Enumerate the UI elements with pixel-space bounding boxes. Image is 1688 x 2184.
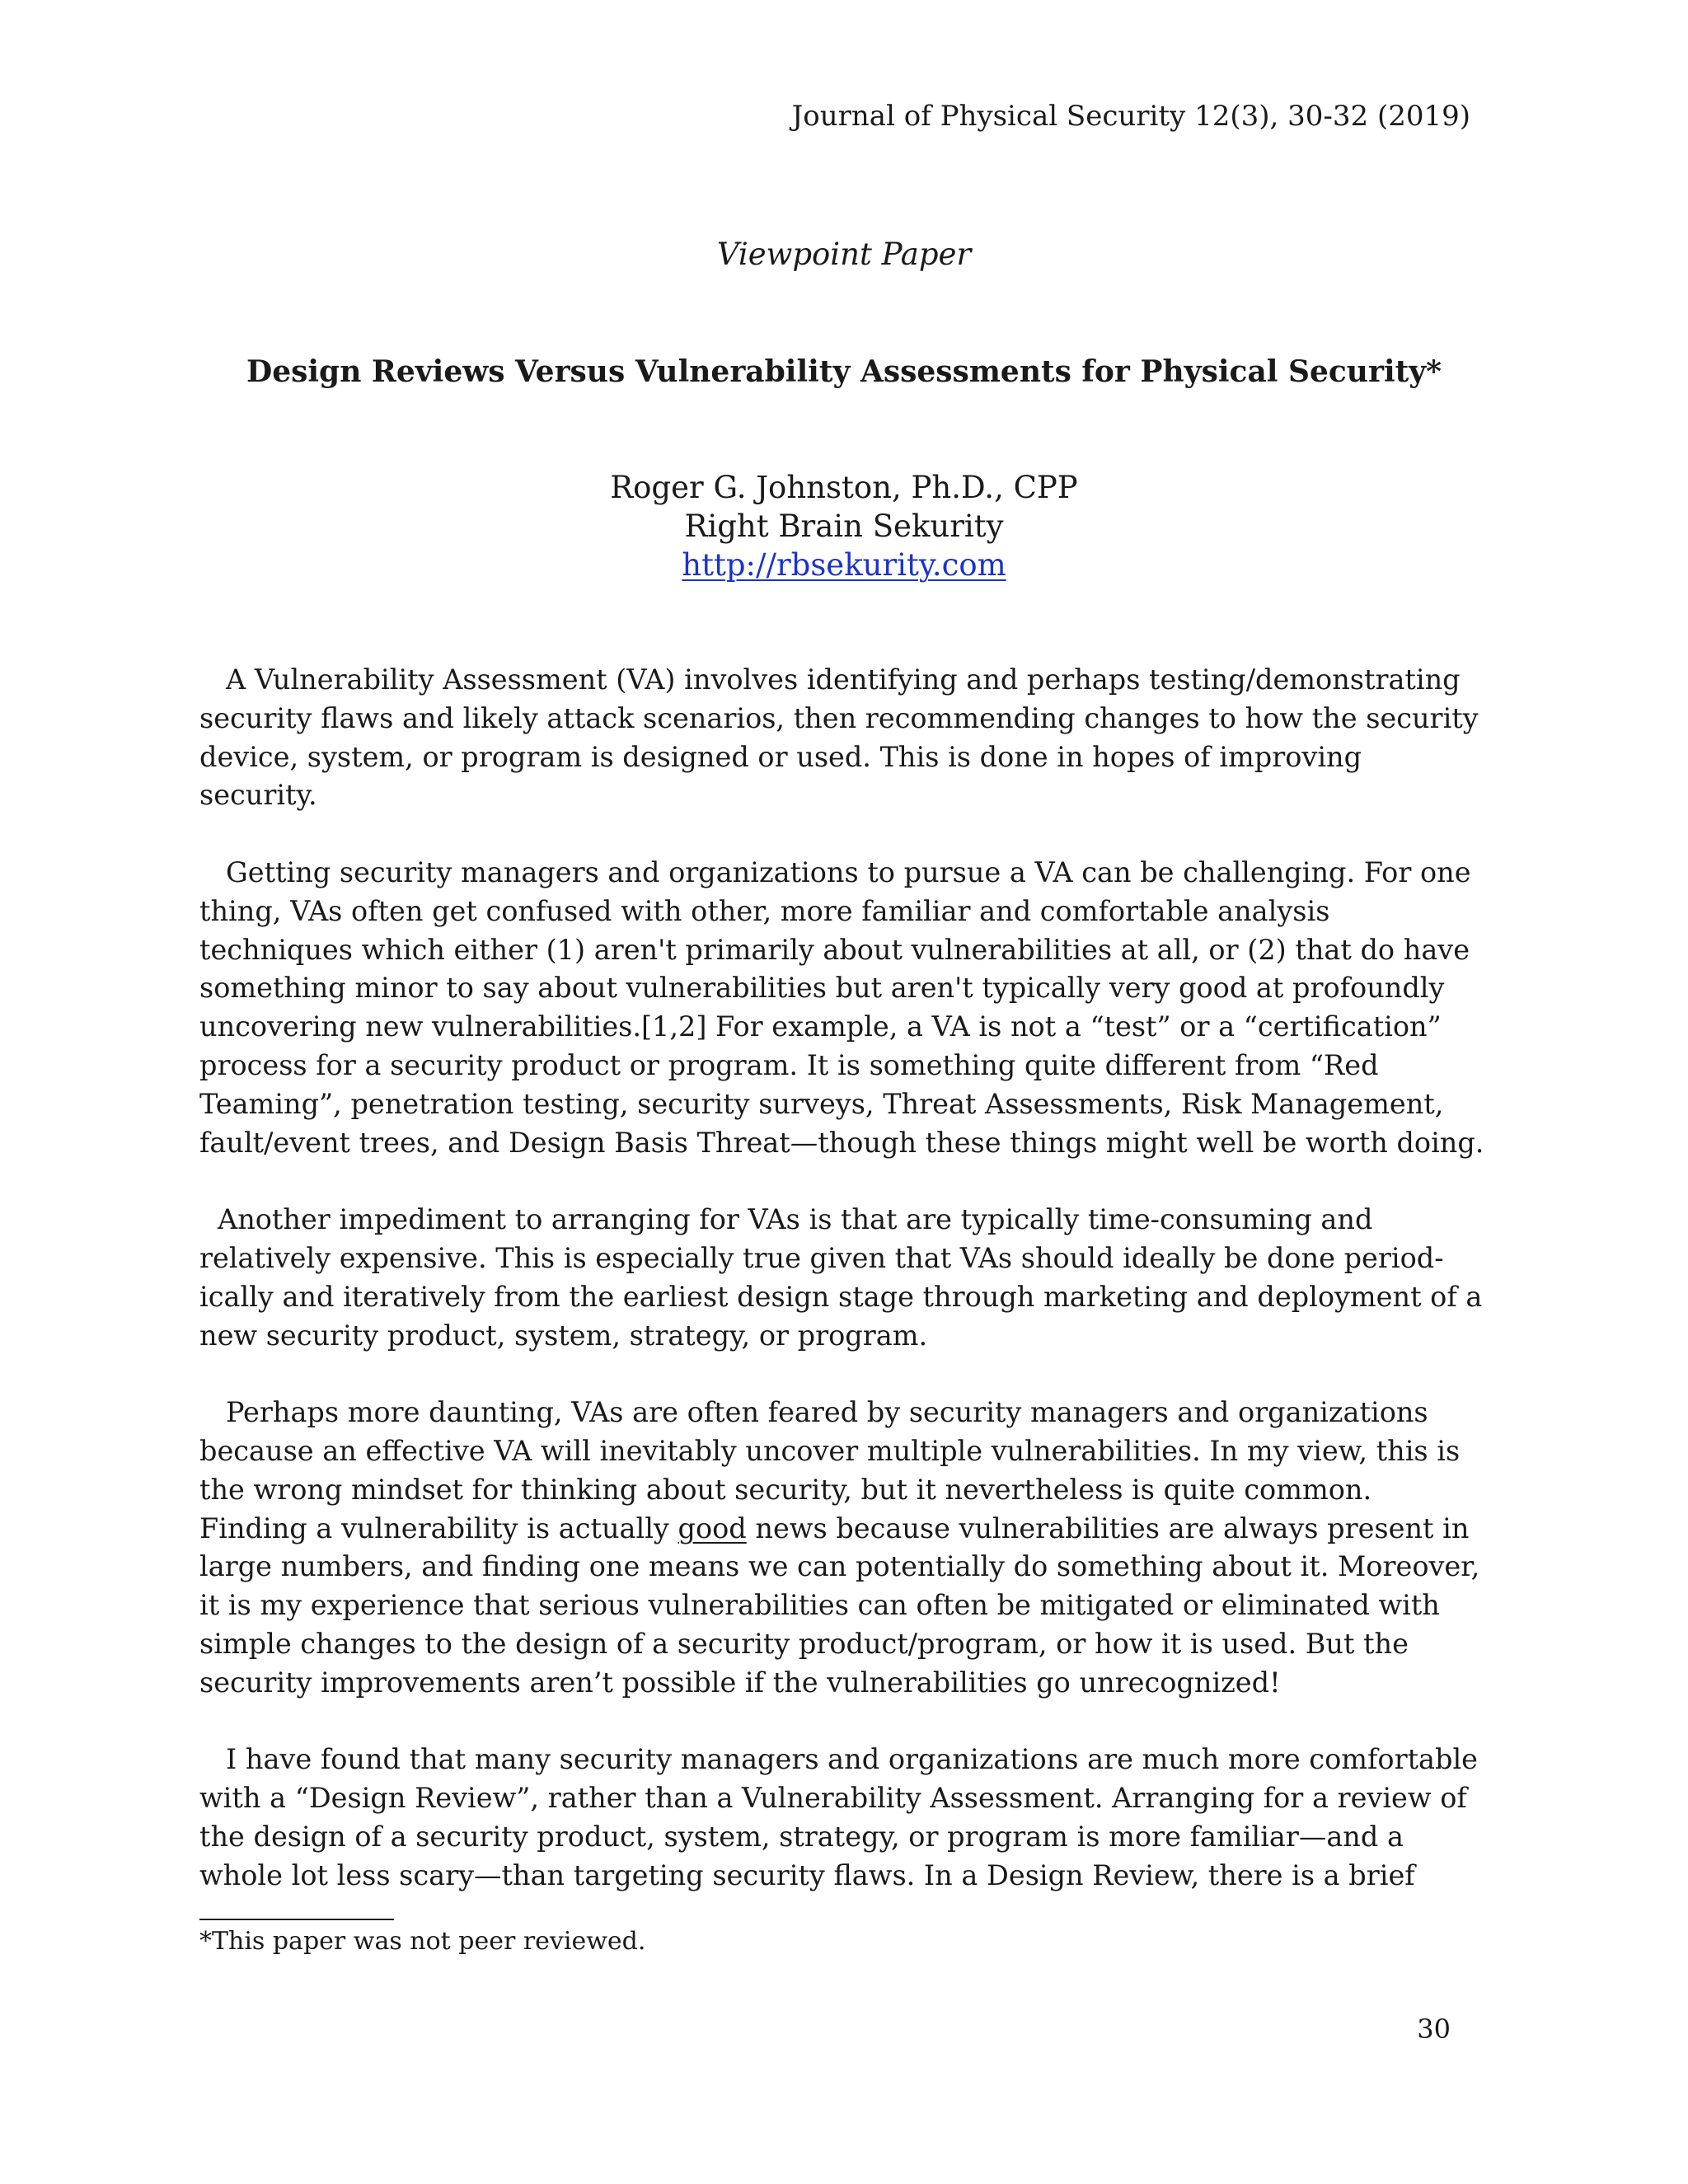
paragraph-line: ically and iteratively from the earliest design stage through marketing and deployment of a [199, 1280, 1483, 1313]
paragraph-line: simple changes to the design of a security product/program, or how it is used. But the [199, 1627, 1409, 1660]
paragraph-line: with a “Design Review”, rather than a Vulnerability Assessment. Arranging for a review of [199, 1782, 1467, 1815]
paragraph-line: I have found that many security managers and organizations are much more comfortable [226, 1743, 1478, 1776]
paragraph-line: large numbers, and finding one means we can potentially do something about it. Moreover, [199, 1550, 1480, 1583]
journal-citation: Journal of Physical Security 12(3), 30-32 (2019) [791, 100, 1470, 133]
paragraph-line: Another impediment to arranging for VAs is that are typically time-consuming and [218, 1203, 1373, 1236]
body-text [199, 661, 1493, 1933]
paragraph-line-with-emphasis [199, 1510, 1493, 1549]
author-affiliation: Right Brain Sekurity [684, 509, 1004, 544]
paragraph-line: new security product, system, strategy, or program. [199, 1319, 928, 1352]
paragraph-line: relatively expensive. This is especially true given that VAs should ideally be done period- [199, 1241, 1444, 1274]
paragraph-line: the wrong mindset for thinking about security, but it nevertheless is quite common. [199, 1473, 1372, 1506]
paper-kind: Viewpoint Paper [716, 237, 972, 272]
footnote-divider [199, 1919, 394, 1920]
footnote: *This paper was not peer reviewed. [199, 1927, 646, 1956]
paragraph-line: security flaws and likely attack scenarios, then recommending changes to how the security [199, 701, 1479, 734]
text-segment: Finding a vulnerability is actually [199, 1511, 678, 1544]
paragraph-3 [199, 1201, 1493, 1355]
paragraph-line: A Vulnerability Assessment (VA) involves identifying and perhaps testing/demonstrating [226, 663, 1461, 696]
paragraph-2 [199, 854, 1493, 1162]
paragraph-line: security. [199, 779, 317, 812]
paragraph-line: something minor to say about vulnerabilities but aren't typically very good at profoundly [199, 972, 1445, 1005]
paragraph-line: the design of a security product, system, strategy, or program is more familiar—and a [199, 1820, 1404, 1853]
paragraph-line: Getting security managers and organizations to pursue a VA can be challenging. For one [226, 855, 1471, 888]
paragraph-line: because an effective VA will inevitably uncover multiple vulnerabilities. In my view, this is [199, 1434, 1461, 1467]
author-block [0, 468, 1688, 584]
author-website-link[interactable]: http://rbsekurity.com [682, 547, 1006, 583]
underlined-word: good [678, 1511, 747, 1544]
paragraph-line: Perhaps more daunting, VAs are often feared by security managers and organizations [226, 1396, 1428, 1429]
paragraph-1 [199, 661, 1493, 815]
paragraph-line: security improvements aren’t possible if the vulnerabilities go unrecognized! [199, 1666, 1281, 1699]
paper-title: Design Reviews Versus Vulnerability Assessments for Physical Security* [246, 354, 1442, 389]
paragraph-line: fault/event trees, and Design Basis Threat—though these things might well be worth doing. [199, 1126, 1484, 1159]
paragraph-line: Teaming”, penetration testing, security surveys, Threat Assessments, Risk Management, [199, 1087, 1444, 1120]
author-name: Roger G. Johnston, Ph.D., CPP [610, 470, 1078, 505]
paragraph-line: techniques which either (1) aren't primarily about vulnerabilities at all, or (2) that do have [199, 933, 1470, 966]
page-number: 30 [1417, 2013, 1451, 2045]
paragraph-4 [199, 1394, 1493, 1702]
text-segment: news because vulnerabilities are always present in [746, 1511, 1470, 1544]
paragraph-5 [199, 1741, 1493, 1895]
paragraph-line: whole lot less scary—than targeting security flaws. In a Design Review, there is a brief [199, 1858, 1415, 1891]
paragraph-line: device, system, or program is designed or used. This is done in hopes of improving [199, 740, 1362, 773]
paragraph-line: uncovering new vulnerabilities.[1,2] For example, a VA is not a “test” or a “certification” [199, 1010, 1442, 1043]
paragraph-line: process for a security product or program. It is something quite different from “Red [199, 1048, 1379, 1081]
paragraph-line: thing, VAs often get confused with other, more familiar and comfortable analysis [199, 894, 1330, 927]
paragraph-line: it is my experience that serious vulnerabilities can often be mitigated or eliminated with [199, 1589, 1440, 1622]
